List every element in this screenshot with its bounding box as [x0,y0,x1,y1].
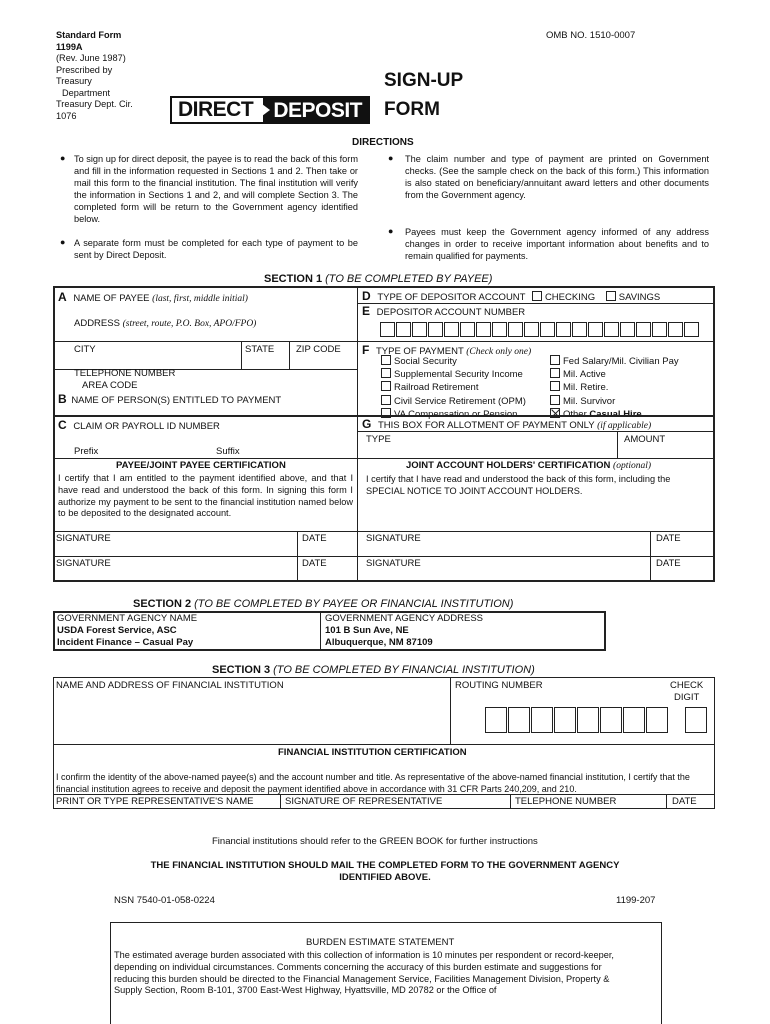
divider [450,677,451,744]
allotment-hint: (if applicable) [597,421,652,431]
field-e-account-number [362,304,525,318]
letter-f: F [362,343,370,357]
divider [241,341,242,369]
digit-cell[interactable] [524,322,539,337]
section-1-subtitle: (TO BE COMPLETED BY PAYEE) [325,273,493,285]
option-railroad[interactable] [381,381,526,394]
digit-cell[interactable] [685,707,707,733]
digit-cell[interactable] [556,322,571,337]
field-b-entitled-persons[interactable] [58,392,354,406]
letter-a: A [58,290,67,304]
digit-cell[interactable] [636,322,651,337]
divider [617,431,618,458]
option-label: Social Security [394,356,457,367]
checkbox[interactable] [381,381,391,391]
agency-name-line-1: USDA Forest Service, ASC [57,625,177,636]
rep-date-field[interactable]: DATE [672,796,697,807]
bullet-icon: ● [388,153,394,163]
payment-options-left [381,355,526,421]
digit-cell[interactable] [444,322,459,337]
option-label: Civil Service Retirement (OPM) [394,395,526,407]
option-mil-retire[interactable] [550,381,679,394]
section-2-heading [133,598,513,610]
divider [358,341,715,342]
logo-right-text: DEPOSIT [273,98,362,122]
divider [54,556,715,557]
savings-label: SAVINGS [618,292,661,303]
digit-cell[interactable] [604,322,619,337]
checkbox[interactable] [381,355,391,365]
burden-title: BURDEN ESTIMATE STATEMENT [306,937,455,948]
prescribed-line-2: Treasury [56,76,92,86]
digit-label: DIGIT [673,692,700,703]
logo-arrow-icon [262,104,270,116]
digit-cell[interactable] [412,322,427,337]
checking-checkbox[interactable] [532,291,542,301]
joint-cert-hint: (optional) [613,461,652,471]
direction-2: A separate form must be completed for each type of payment to be sent by Direct Deposit. [74,238,358,260]
digit-cell[interactable] [508,707,530,733]
joint-signature-field-1[interactable]: SIGNATURE [366,533,421,544]
bullet-icon: ● [60,237,66,247]
account-number-label: DEPOSITOR ACCOUNT NUMBER [376,307,526,318]
account-type-label: TYPE OF DEPOSITOR ACCOUNT [377,292,526,303]
option-label: VA Compensation or Pension [394,408,518,420]
divider [54,458,715,459]
checkbox[interactable] [550,355,560,365]
section-1-divider [357,287,358,581]
payee-cert-title: PAYEE/JOINT PAYEE CERTIFICATION [116,460,286,471]
prescribed-line-4: Treasury Dept. Cir. [56,99,133,109]
field-d-account-type [362,289,712,303]
bullet-icon: ● [388,226,394,236]
option-label: Fed Salary/Mil. Civilian Pay [563,356,679,367]
agency-name-label: GOVERNMENT AGENCY NAME [57,613,198,624]
option-fed-salary[interactable] [550,355,679,368]
fi-cert-text: I confirm the identity of the above-named payee(s) and the account number and title. As representative of the above-named financial institution, I certify that the financial institution agrees to receive and deposit the payment identified above in accordance with 31 CFR Parts 240,209, and 210. [56,772,690,794]
digit-cell[interactable] [646,707,668,733]
option-label: Mil. Retire. [563,382,609,394]
direction-4: Payees must keep the Government agency informed of any address changes in order to receive important information about benefits and to remain qualified for payments. [405,227,709,261]
logo-left-text: DIRECT [178,98,254,121]
digit-cell[interactable] [428,322,443,337]
digit-cell[interactable] [572,322,587,337]
direction-1: To sign up for direct deposit, the payee is to read the back of this form and fill in the information requested in Sections 1 and 2. Then take or mail this form to the financial institution. The final institution will verify the information in Sections 1 and 2, and will complete Section 3. The completed form will be return to the Government agency identified below. [74,154,358,224]
option-label: Mil. Active [563,369,606,381]
bullet-icon: ● [60,153,66,163]
section-1-title: SECTION 1 [264,273,323,285]
form-id-block [56,30,133,122]
address-hint: (street, route, P.O. Box, APO/FPO) [122,319,257,329]
field-a-name-of-payee[interactable] [58,290,354,312]
payee-cert-text: I certify that I am entitled to the payment identified above, and that I have read and understood the back of this form. In signing this form I authorize my payment to be sent to the financial institution named below to be deposited to the designated account. [58,473,353,519]
agency-address-label: GOVERNMENT AGENCY ADDRESS [325,613,484,624]
divider [53,744,715,745]
option-social-security[interactable] [381,355,526,368]
form-code: 1199-207 [616,895,656,906]
option-label: Mil. Survivor [563,395,616,407]
divider [280,794,281,809]
agency-address-line-2: Albuquerque, NM 87109 [325,637,433,648]
checkbox[interactable] [550,368,560,378]
form-title-line-2: FORM [384,99,440,120]
digit-cell[interactable] [540,322,555,337]
digit-cell[interactable] [554,707,576,733]
checkbox[interactable] [381,368,391,378]
claim-prefix-label: Prefix [74,446,99,457]
allotment-type-field[interactable]: TYPE [366,434,391,445]
directions-heading: DIRECTIONS [352,137,414,148]
omb-number: OMB NO. 1510-0007 [546,30,636,41]
divider [289,341,290,369]
payment-type-label: TYPE OF PAYMENT [375,346,464,357]
mail-line-2: IDENTIFIED ABOVE. [339,872,431,883]
digit-cell[interactable] [492,322,507,337]
digit-cell[interactable] [588,322,603,337]
option-label: Railroad Retirement [394,382,479,394]
divider [666,794,667,809]
letter-e: E [362,304,371,318]
fi-name-address-field[interactable]: NAME AND ADDRESS OF FINANCIAL INSTITUTION [56,680,284,691]
payee-date-field-1[interactable]: DATE [302,533,327,544]
savings-checkbox[interactable] [606,291,616,301]
claim-suffix-label: Suffix [216,446,240,457]
digit-cell[interactable] [620,322,635,337]
mail-instruction [100,860,670,884]
check-digit-label [670,680,703,704]
telephone-label: TELEPHONE NUMBER [74,368,176,379]
direct-deposit-logo [170,96,370,124]
digit-cell[interactable] [508,322,523,337]
section-3-heading [212,664,535,676]
joint-date-field-1[interactable]: DATE [656,533,681,544]
fi-cert-title: FINANCIAL INSTITUTION CERTIFICATION [278,747,467,758]
joint-cert-heading [406,460,651,471]
digit-cell[interactable] [380,322,395,337]
form-title-line-1: SIGN-UP [384,70,464,91]
area-code-label: AREA CODE [82,380,138,391]
divider [53,794,715,795]
form-name: Standard Form [56,30,122,40]
payee-signature-field-1[interactable]: SIGNATURE [56,533,111,544]
divider [510,794,511,809]
prescribed-line-1: Prescribed by [56,64,113,75]
address-label: ADDRESS [74,318,120,329]
joint-date-field-2[interactable]: DATE [656,558,681,569]
agency-name-block[interactable] [57,613,197,649]
payment-options-right [550,355,679,421]
checkbox[interactable] [381,395,391,405]
option-mil-active[interactable] [550,368,679,381]
payee-signature-field-2[interactable]: SIGNATURE [56,558,111,569]
digit-cell[interactable] [396,322,411,337]
field-telephone[interactable] [74,368,175,392]
section-3-subtitle: (TO BE COMPLETED BY FINANCIAL INSTITUTION) [273,664,535,676]
field-c-claim-id[interactable] [58,418,354,432]
allotment-amount-field[interactable]: AMOUNT [624,434,666,445]
check-digit-input[interactable] [685,707,708,733]
rep-telephone-field[interactable]: TELEPHONE NUMBER [515,796,617,807]
rep-name-field[interactable]: PRINT OR TYPE REPRESENTATIVE'S NAME [56,796,254,807]
joint-cert-text: I certify that I have read and understood the back of this form, including the SPECIAL NOTICE TO JOINT ACCOUNT HOLDERS. [366,474,671,496]
checking-option[interactable] [532,292,595,303]
payee-name-label: NAME OF PAYEE [73,293,150,304]
letter-d: D [362,289,371,303]
option-label: Other [563,408,587,420]
prescribed-line-3: Department [62,87,111,98]
agency-address-line-1: 101 B Sun Ave, NE [325,625,409,636]
section-1-heading [264,273,492,285]
entitled-persons-label: NAME OF PERSON(S) ENTITLED TO PAYMENT [71,395,282,406]
field-zip[interactable]: ZIP CODE [296,344,341,355]
burden-text: The estimated average burden associated with this collection of information is 10 minutes per respondent or record-keeper, depending on individual circumstances. Comments concerning the accuracy of this burden estimate and suggestions for reducing this burden should be directed to the Financial Management Service, Facilities Management Division, Property & Supply Section, Room B-101, 3700 East-West Highway, Hyattsville, MD 20782 or the Office of [114,950,614,996]
routing-number-label: ROUTING NUMBER [455,680,543,691]
field-address[interactable] [74,318,354,340]
nsn-number: NSN 7540-01-058-0224 [114,895,215,906]
section-2-title: SECTION 2 [133,598,192,610]
checkbox[interactable] [550,381,560,391]
mail-line-1: THE FINANCIAL INSTITUTION SHOULD MAIL THE COMPLETED FORM TO THE GOVERNMENT AGENCY [150,860,620,871]
prescribed-line-5: 1076 [56,110,77,121]
option-mil-survivor[interactable] [550,395,679,408]
digit-cell[interactable] [531,707,553,733]
digit-cell[interactable] [485,707,507,733]
logo-right-block [263,98,368,122]
joint-signature-field-2[interactable]: SIGNATURE [366,558,421,569]
letter-g: G [362,417,372,431]
check-label: CHECK [670,680,704,691]
checkbox[interactable] [550,395,560,405]
digit-cell[interactable] [577,707,599,733]
form-revision: (Rev. June 1987) [56,53,126,63]
field-state[interactable]: STATE [245,344,275,355]
joint-cert-title: JOINT ACCOUNT HOLDERS' CERTIFICATION [406,460,611,471]
payee-name-hint: (last, first, middle initial) [152,294,248,304]
divider [320,612,321,650]
section-3-title: SECTION 3 [212,664,271,676]
digit-cell[interactable] [476,322,491,337]
rep-signature-field[interactable]: SIGNATURE OF REPRESENTATIVE [285,796,443,807]
allotment-label: THIS BOX FOR ALLOTMENT OF PAYMENT ONLY [377,420,595,431]
divider [54,415,357,417]
direction-3: The claim number and type of payment are printed on Government checks. (See the sample check on the back of this form.) This information is also stated on beneficiary/annuitant award letters and other documents from the Government agency. [405,154,709,200]
digit-cell[interactable] [600,707,622,733]
option-ssi[interactable] [381,368,526,381]
divider [54,531,715,532]
section-2-subtitle: (TO BE COMPLETED BY PAYEE OR FINANCIAL INSTITUTION) [194,598,514,610]
digit-cell[interactable] [668,322,683,337]
digit-cell[interactable] [460,322,475,337]
letter-c: C [58,418,67,432]
option-opm[interactable] [381,395,526,408]
agency-address-block[interactable] [325,613,483,649]
divider [54,341,357,342]
payment-type-hint: (Check only one) [466,347,532,357]
payee-date-field-2[interactable]: DATE [302,558,327,569]
divider [358,431,715,432]
green-book-note: Financial institutions should refer to the GREEN BOOK for further instructions [212,836,538,847]
field-g-allotment [362,417,651,431]
digit-cell[interactable] [684,322,699,337]
agency-name-line-2: Incident Finance – Casual Pay [57,637,194,648]
account-number-input[interactable] [380,322,700,337]
letter-b: B [58,392,67,406]
checking-label: CHECKING [544,292,596,303]
option-label: Supplemental Security Income [394,369,523,381]
routing-number-input[interactable] [485,707,669,733]
digit-cell[interactable] [652,322,667,337]
digit-cell[interactable] [623,707,645,733]
savings-option[interactable] [606,292,661,303]
form-number: 1199A [56,41,83,52]
other-value: Casual Hire [589,408,642,420]
field-city[interactable]: CITY [74,344,96,355]
claim-id-label: CLAIM OR PAYROLL ID NUMBER [73,421,220,432]
